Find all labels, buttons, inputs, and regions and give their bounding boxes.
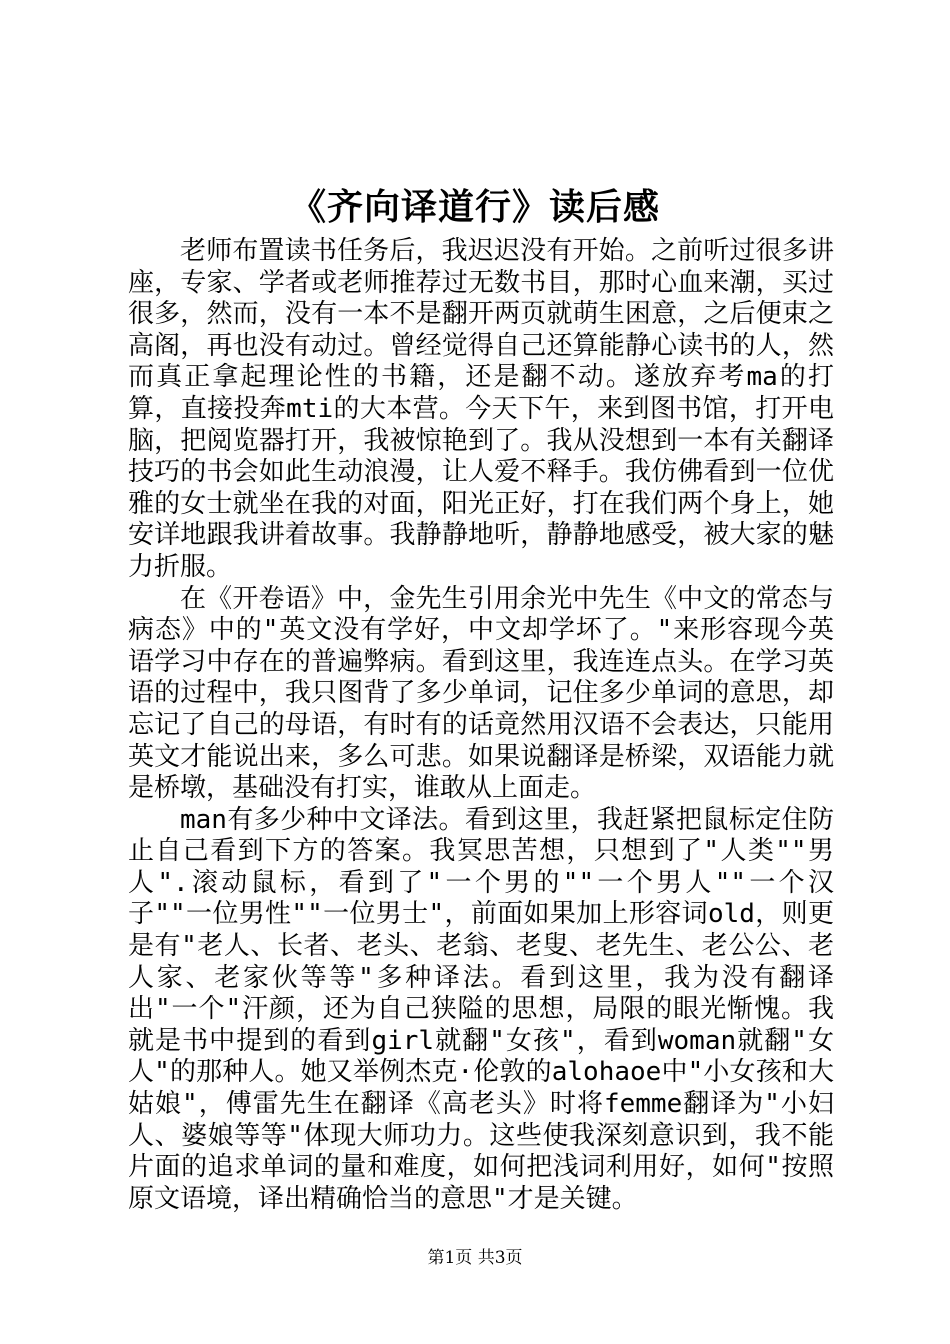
paragraph-3: man有多少种中文译法。看到这里，我赶紧把鼠标定住防止自己看到下方的答案。我冥思苦想，只想到了"人类""男人".滚动鼠标，看到了"一个男的""一个男人""一个汉子""一位男性""一位男士"，前面如果加上形容词old，则更是有"老人、长者、老头、老翁、老叟、老先生、老公公、老人家、老家伙等等"多种译法。看到这里，我为没有翻译出"一个"汗颜，还为自己狭隘的思想，局限的眼光惭愧。我就是书中提到的看到girl就翻"女孩"，看到woman就翻"女人"的那种人。她又举例杰克·伦敦的alohaoe中"小女孩和大姑娘"，傅雷先生在翻译《高老头》时将femme翻译为"小妇人、婆娘等等"体现大师功力。这些使我深刻意识到，我不能片面的追求单词的量和难度，如何把浅词利用好，如何"按照原文语境，译出精确恰当的意思"才是关键。	[128, 804, 834, 1214]
paragraph-1: 老师布置读书任务后，我迟迟没有开始。之前听过很多讲座，专家、学者或老师推荐过无数书目，那时心血来潮，买过很多，然而，没有一本不是翻开两页就萌生困意，之后便束之高阁，再也没有动过。曾经觉得自己还算能静心读书的人，然而真正拿起理论性的书籍，还是翻不动。遂放弃考ma的打算，直接投奔mti的大本营。今天下午，来到图书馆，打开电脑，把阅览器打开，我被惊艳到了。我从没想到一本有关翻译技巧的书会如此生动浪漫，让人爱不释手。我仿佛看到一位优雅的女士就坐在我的对面，阳光正好，打在我们两个身上，她安详地跟我讲着故事。我静静地听，静静地感受，被大家的魅力折服。	[128, 236, 834, 582]
document-title: 《齐向译道行》读后感	[289, 186, 660, 228]
page-number-footer: 第1页 共3页	[427, 1248, 523, 1268]
document-body	[128, 236, 834, 1215]
paragraph-2: 在《开卷语》中，金先生引用余光中先生《中文的常态与病态》中的"英文没有学好，中文却学坏了。"来形容现今英语学习中存在的普遍弊病。看到这里，我连连点头。在学习英语的过程中，我只图背了多少单词，记住多少单词的意思，却忘记了自己的母语，有时有的话竟然用汉语不会表达，只能用英文才能说出来，多么可悲。如果说翻译是桥梁，双语能力就是桥墩，基础没有打实，谁敢从上面走。	[128, 583, 834, 804]
